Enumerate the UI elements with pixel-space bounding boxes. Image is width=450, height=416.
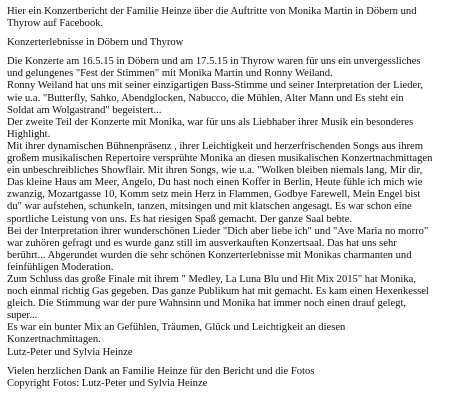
body-line: sportliche Leistung von uns. Es hat riesigen Spaß gemacht. Der ganze Saal bebte. xyxy=(7,213,353,225)
author-signature: Lutz-Peter und Sylvia Heinze xyxy=(7,346,133,358)
body-line: Mit ihrer dynamischen Bühnenpräsenz , ihrer Leichtigkeit und herzerfrischenden Songs aus ihrem xyxy=(7,140,423,152)
body-line: Ronny Weiland hat uns mit seiner einzigartigen Bass-Stimme und seiner Interpretation der Lieder, xyxy=(7,80,423,92)
body-line: Der zweite Teil der Konzerte mit Monika, war für uns als Liebhaber ihrer Musik ein besonderes xyxy=(7,116,414,128)
body-line: Es war ein bunter Mix an Gefühlen, Träumen, Glück und Leichtigkeit an diesen xyxy=(7,322,346,334)
article xyxy=(7,6,447,390)
body-line: Das kleine Haus am Meer, Angelo, Du hast noch einen Koffer in Berlin, Heute fühle ich mich wie xyxy=(7,177,423,189)
body-line: berührt... Abgerundet wurden die sehr schönen Konzerterlebnisse mit Monikas charmanten und xyxy=(7,249,412,261)
body-line: du" war aufstehen, schunkeln, tanzen, mitsingen und mit klatschen angesagt. Es war schon eine xyxy=(7,201,412,213)
body-line: feinfühligen Moderation. xyxy=(7,261,114,273)
photo-copyright: Copyright Fotos: Lutz-Peter und Sylvia Heinze xyxy=(7,377,208,389)
body-line: Konzertnachmittagen. xyxy=(7,334,101,346)
report-body xyxy=(7,56,447,358)
body-line: Highlight. xyxy=(7,128,51,140)
intro-line-1: Hier ein Konzertbericht der Familie Heinze über die Auftritte von Monika Martin in Döbern und xyxy=(7,6,417,17)
intro-line-2: Thyrow auf Facebook. xyxy=(7,18,104,30)
body-line: super... xyxy=(7,310,38,322)
body-line: zwanzig, Mozartgasse 10, Komm setz mein Herz in Flammen, Godbye Farewell, Mein Engel bist xyxy=(7,189,421,201)
body-line: Bei der Interpretation ihrer wunderschönen Lieder "Dich aber liebe ich" und "Ave Maria no morro" xyxy=(7,225,429,237)
body-line: wie u.a. "Butterfly, Sahko, Abendglocken, Nabucco, die Mühlen, Alter Mann und Es steht ein xyxy=(7,92,404,104)
body-line: Die Konzerte am 16.5.15 in Döbern und am 17.5.15 in Thyrow waren für uns ein unvergessliches xyxy=(7,56,421,68)
body-line: großem musikalischen Repertoire versprühte Monika an diesen musikalischen Konzertnachmittagen xyxy=(7,153,433,165)
body-line: und gelungenes "Fest der Stimmen" mit Monika Martin und Ronny Weiland. xyxy=(7,68,333,80)
body-line: Zum Schluss das große Finale mit ihrem " Medley, La Luna Blu und Hit Mix 2015" hat Monika, xyxy=(7,273,417,285)
body-line: war zuhören gefragt und es wurde ganz still im ausverkauften Konzertsaal. Das hat uns sehr xyxy=(7,237,397,249)
closing-thanks: Vielen herzlichen Dank an Familie Heinze für den Bericht und die Fotos xyxy=(7,365,315,377)
article-heading: Konzerterlebnisse in Döbern und Thyrow xyxy=(7,37,184,49)
body-line: ein unbeschreibliches Showflair. Mit ihren Songs, wie u.a. "Wolken bleiben niemals lang, Mir dir, xyxy=(7,165,423,177)
body-line: gleich. Die Stimmung war der pure Wahnsinn und Monika hat immer noch einen drauf gelegt, xyxy=(7,298,407,310)
body-line: Soldat am Wolgastrand" begeistert... xyxy=(7,104,162,116)
body-line: noch einmal richtig Gas gegeben. Das ganze Publikum hat mit gemacht. Es kam einen Hexenkessel xyxy=(7,286,429,298)
